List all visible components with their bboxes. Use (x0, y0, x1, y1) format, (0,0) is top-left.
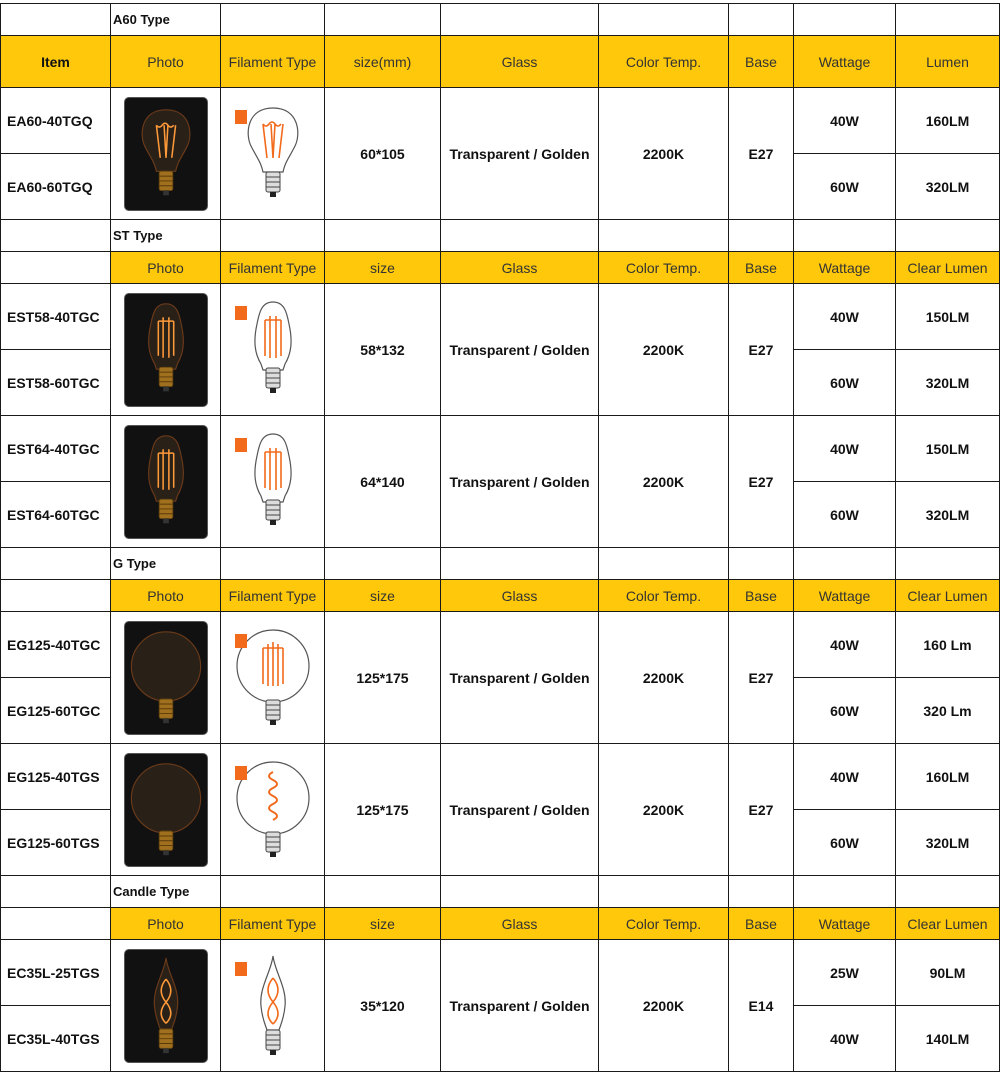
blank-cell (896, 3, 1000, 36)
blank-cell (599, 548, 729, 580)
header-color-temp: Color Temp. (599, 908, 729, 940)
filament-cell (221, 612, 325, 744)
size-value: 35*120 (325, 940, 441, 1072)
blank-cell (0, 220, 111, 252)
wattage-value: 40W (794, 284, 896, 350)
blank-cell (441, 548, 599, 580)
blank-cell (599, 220, 729, 252)
blank-cell (599, 876, 729, 908)
header-wattage: Wattage (794, 36, 896, 88)
header-base: Base (729, 580, 794, 612)
header-color-temp: Color Temp. (599, 36, 729, 88)
size-value: 125*175 (325, 744, 441, 876)
blank-cell (0, 548, 111, 580)
color-temp-value: 2200K (599, 416, 729, 548)
photo-cell (111, 88, 221, 220)
color-temp-value: 2200K (599, 612, 729, 744)
item-code: EG125-40TGC (0, 612, 111, 678)
blank-cell (0, 876, 111, 908)
lumen-value: 150LM (896, 416, 1000, 482)
glass-value: Transparent / Golden (441, 88, 599, 220)
header-wattage: Wattage (794, 580, 896, 612)
header-photo: Photo (111, 36, 221, 88)
header-base: Base (729, 36, 794, 88)
wattage-value: 60W (794, 350, 896, 416)
blank-cell (221, 548, 325, 580)
header-item: Item (0, 36, 111, 88)
header-lumen: Clear Lumen (896, 252, 1000, 284)
photo-cell (111, 416, 221, 548)
photo-cell (111, 612, 221, 744)
filament-cell (221, 88, 325, 220)
color-temp-value: 2200K (599, 88, 729, 220)
header-glass: Glass (441, 908, 599, 940)
header-item (0, 908, 111, 940)
header-item (0, 580, 111, 612)
filament-cell (221, 284, 325, 416)
header-lumen: Clear Lumen (896, 580, 1000, 612)
blank-cell (729, 220, 794, 252)
lumen-value: 160 Lm (896, 612, 1000, 678)
header-base: Base (729, 908, 794, 940)
section-title: A60 Type (111, 3, 221, 36)
item-code: EST58-40TGC (0, 284, 111, 350)
item-code: EG125-40TGS (0, 744, 111, 810)
st58-bulb-photo (125, 294, 207, 406)
blank-cell (896, 548, 1000, 580)
section-title: Candle Type (111, 876, 221, 908)
a60-bulb-photo (125, 98, 207, 210)
photo-cell (111, 284, 221, 416)
lumen-value: 160LM (896, 88, 1000, 154)
blank-cell (794, 220, 896, 252)
st64-filament-diagram (233, 430, 313, 534)
a60-filament-diagram (233, 102, 313, 206)
header-color-temp: Color Temp. (599, 580, 729, 612)
size-value: 64*140 (325, 416, 441, 548)
st64-bulb-photo (125, 426, 207, 538)
item-code: EA60-60TGQ (0, 154, 111, 220)
blank-cell (794, 548, 896, 580)
filament-cell (221, 940, 325, 1072)
blank-cell (441, 876, 599, 908)
item-code: EG125-60TGS (0, 810, 111, 876)
blank-cell (794, 876, 896, 908)
header-glass: Glass (441, 580, 599, 612)
blank-cell (729, 548, 794, 580)
color-temp-value: 2200K (599, 284, 729, 416)
blank-cell (896, 876, 1000, 908)
g125-cage-filament-diagram (233, 626, 313, 730)
blank-cell (896, 220, 1000, 252)
header-photo: Photo (111, 252, 221, 284)
header-filament: Filament Type (221, 908, 325, 940)
lumen-value: 320LM (896, 154, 1000, 220)
header-color-temp: Color Temp. (599, 252, 729, 284)
base-value: E14 (729, 940, 794, 1072)
blank-cell (325, 876, 441, 908)
lumen-value: 90LM (896, 940, 1000, 1006)
wattage-value: 60W (794, 154, 896, 220)
base-value: E27 (729, 612, 794, 744)
glass-value: Transparent / Golden (441, 284, 599, 416)
item-code: EA60-40TGQ (0, 88, 111, 154)
size-value: 60*105 (325, 88, 441, 220)
header-filament: Filament Type (221, 252, 325, 284)
item-code: EC35L-25TGS (0, 940, 111, 1006)
item-code: EST64-60TGC (0, 482, 111, 548)
blank-cell (794, 3, 896, 36)
photo-cell (111, 744, 221, 876)
lumen-value: 320LM (896, 810, 1000, 876)
blank-cell (599, 3, 729, 36)
filament-cell (221, 416, 325, 548)
lumen-value: 150LM (896, 284, 1000, 350)
header-size: size(mm) (325, 36, 441, 88)
header-photo: Photo (111, 908, 221, 940)
g125-cage-bulb-photo (125, 622, 207, 734)
glass-value: Transparent / Golden (441, 612, 599, 744)
header-size: size (325, 580, 441, 612)
header-wattage: Wattage (794, 908, 896, 940)
size-value: 58*132 (325, 284, 441, 416)
wattage-value: 25W (794, 940, 896, 1006)
header-filament: Filament Type (221, 36, 325, 88)
wattage-value: 40W (794, 612, 896, 678)
glass-value: Transparent / Golden (441, 744, 599, 876)
g125-spiral-filament-diagram (233, 758, 313, 862)
section-title: G Type (111, 548, 221, 580)
glass-value: Transparent / Golden (441, 416, 599, 548)
lumen-value: 320LM (896, 350, 1000, 416)
header-photo: Photo (111, 580, 221, 612)
candle-bulb-photo (125, 950, 207, 1062)
blank-cell (221, 220, 325, 252)
color-temp-value: 2200K (599, 744, 729, 876)
blank-cell (729, 3, 794, 36)
candle-filament-diagram (233, 954, 313, 1058)
blank-cell (729, 876, 794, 908)
base-value: E27 (729, 88, 794, 220)
color-temp-value: 2200K (599, 940, 729, 1072)
base-value: E27 (729, 744, 794, 876)
wattage-value: 60W (794, 810, 896, 876)
header-lumen: Lumen (896, 36, 1000, 88)
blank-cell (325, 220, 441, 252)
header-size: size (325, 252, 441, 284)
wattage-value: 60W (794, 482, 896, 548)
g125-spiral-bulb-photo (125, 754, 207, 866)
blank-cell (441, 3, 599, 36)
wattage-value: 40W (794, 1006, 896, 1072)
base-value: E27 (729, 416, 794, 548)
header-base: Base (729, 252, 794, 284)
blank-cell (0, 3, 111, 36)
header-item (0, 252, 111, 284)
blank-cell (325, 548, 441, 580)
base-value: E27 (729, 284, 794, 416)
header-wattage: Wattage (794, 252, 896, 284)
header-glass: Glass (441, 252, 599, 284)
photo-cell (111, 940, 221, 1072)
header-size: size (325, 908, 441, 940)
st58-filament-diagram (233, 298, 313, 402)
blank-cell (441, 220, 599, 252)
lumen-value: 320 Lm (896, 678, 1000, 744)
wattage-value: 60W (794, 678, 896, 744)
size-value: 125*175 (325, 612, 441, 744)
item-code: EST64-40TGC (0, 416, 111, 482)
header-lumen: Clear Lumen (896, 908, 1000, 940)
wattage-value: 40W (794, 88, 896, 154)
lumen-value: 140LM (896, 1006, 1000, 1072)
section-title: ST Type (111, 220, 221, 252)
lumen-value: 320LM (896, 482, 1000, 548)
blank-cell (221, 876, 325, 908)
item-code: EC35L-40TGS (0, 1006, 111, 1072)
header-glass: Glass (441, 36, 599, 88)
lumen-value: 160LM (896, 744, 1000, 810)
glass-value: Transparent / Golden (441, 940, 599, 1072)
blank-cell (221, 3, 325, 36)
item-code: EG125-60TGC (0, 678, 111, 744)
wattage-value: 40W (794, 416, 896, 482)
header-filament: Filament Type (221, 580, 325, 612)
filament-cell (221, 744, 325, 876)
item-code: EST58-60TGC (0, 350, 111, 416)
blank-cell (325, 3, 441, 36)
wattage-value: 40W (794, 744, 896, 810)
